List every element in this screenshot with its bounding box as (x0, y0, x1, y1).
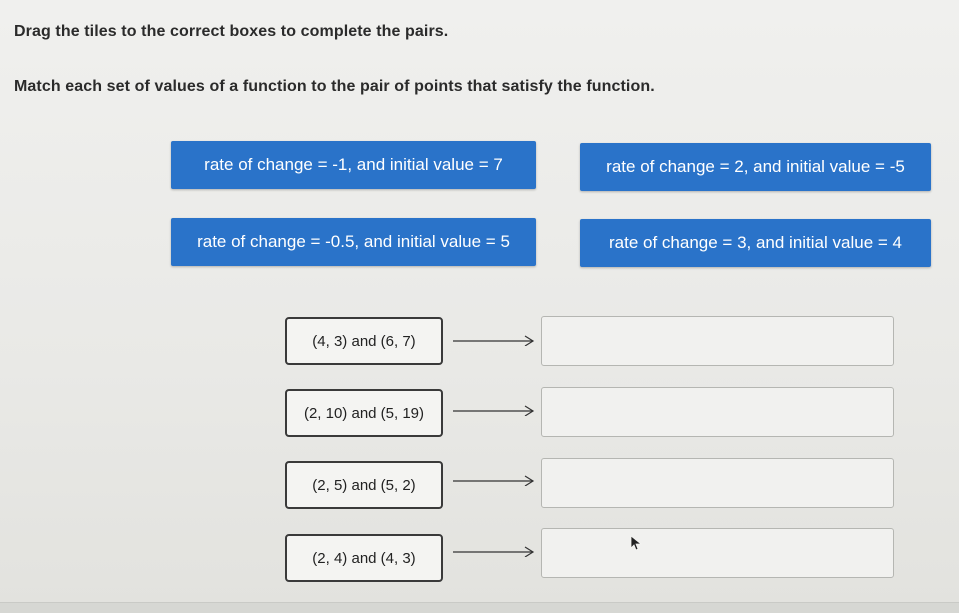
points-pair-3: (2, 5) and (5, 2) (285, 461, 443, 509)
tile-rate-neg1-initial-7[interactable]: rate of change = -1, and initial value = 7 (171, 141, 536, 189)
tile-rate-2-initial-neg5[interactable]: rate of change = 2, and initial value = -5 (580, 143, 931, 191)
instruction-drag: Drag the tiles to the correct boxes to complete the pairs. (14, 23, 449, 40)
drop-box-2[interactable] (541, 387, 894, 437)
right-arrow-icon (453, 334, 535, 346)
mouse-pointer-icon (630, 535, 642, 551)
drop-box-4[interactable] (541, 528, 894, 578)
right-arrow-icon (453, 474, 535, 486)
drop-box-3[interactable] (541, 458, 894, 508)
right-arrow-icon (453, 404, 535, 416)
drop-box-1[interactable] (541, 316, 894, 366)
points-pair-4: (2, 4) and (4, 3) (285, 534, 443, 582)
right-arrow-icon (453, 545, 535, 557)
tile-rate-3-initial-4[interactable]: rate of change = 3, and initial value = 4 (580, 219, 931, 267)
points-pair-1: (4, 3) and (6, 7) (285, 317, 443, 365)
points-pair-2: (2, 10) and (5, 19) (285, 389, 443, 437)
bottom-strip (0, 602, 959, 613)
tile-rate-neg0.5-initial-5[interactable]: rate of change = -0.5, and initial value = 5 (171, 218, 536, 266)
instruction-match: Match each set of values of a function to the pair of points that satisfy the function. (14, 78, 655, 95)
